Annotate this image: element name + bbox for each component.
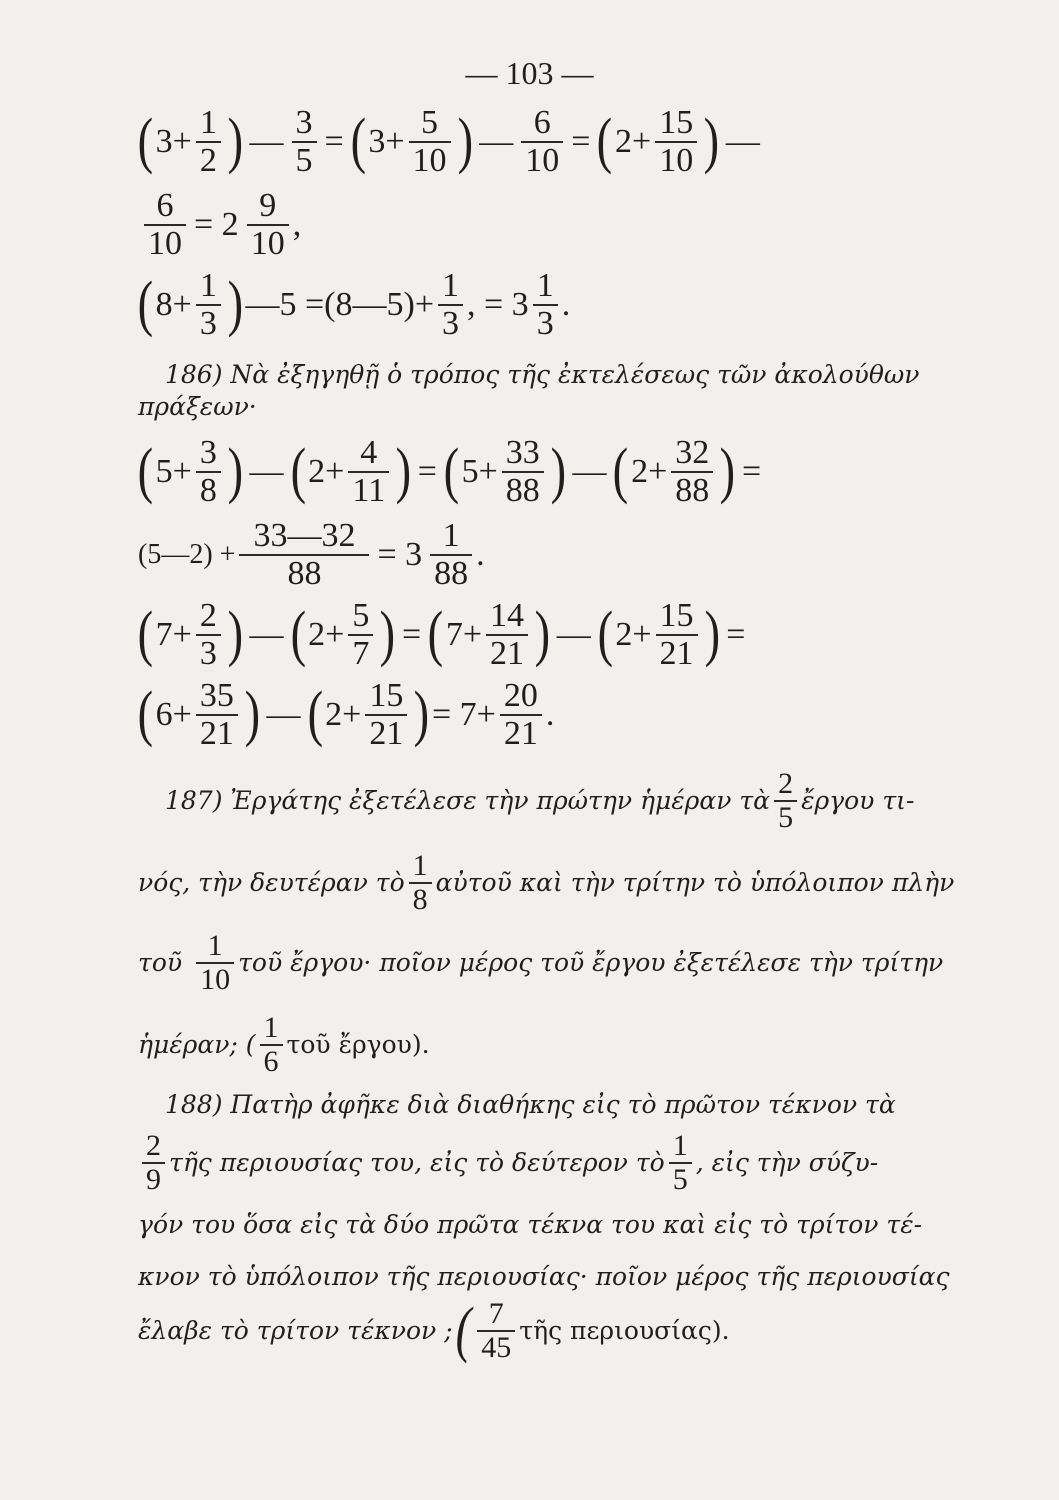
fraction xyxy=(196,435,221,508)
operator: — xyxy=(249,615,284,653)
fraction xyxy=(774,768,797,833)
paren-open: ( xyxy=(307,679,323,748)
paren-open: ( xyxy=(427,599,444,668)
term: 3+ xyxy=(368,122,405,160)
operator: = xyxy=(571,122,591,160)
text-run: 187) Ἐργάτης ἐξετέλεσε τὴν πρώτην ἡμέραν τὰ xyxy=(165,786,771,815)
term: 2+ xyxy=(308,452,345,490)
paren-open: ( xyxy=(443,436,460,505)
paren-close: ) xyxy=(227,599,243,668)
denominator: 10 xyxy=(148,224,182,262)
denominator: 88 xyxy=(505,471,540,509)
paren-close: ) xyxy=(379,599,396,668)
paren-open: ( xyxy=(290,599,306,668)
operator: — xyxy=(556,615,591,653)
operator: = 2 xyxy=(194,205,239,243)
text-run: αὐτοῦ καὶ τὴν τρίτην τὸ ὑπόλοιπον πλὴν xyxy=(435,868,955,897)
numerator: 1 xyxy=(199,104,217,141)
numerator: 6 xyxy=(156,187,174,224)
denominator: 10 xyxy=(200,962,231,996)
fraction xyxy=(409,850,432,915)
fraction xyxy=(502,435,544,508)
operator: — xyxy=(725,122,760,160)
operator: = xyxy=(324,122,344,160)
period: . xyxy=(476,535,485,573)
fraction xyxy=(348,435,389,508)
numerator: 7 xyxy=(488,1297,504,1330)
paren-open: ( xyxy=(290,436,306,505)
term: 2+ xyxy=(308,615,345,653)
denominator: 3 xyxy=(442,304,459,342)
operator: — xyxy=(266,695,301,733)
denominator: 88 xyxy=(434,554,469,592)
numerator: 4 xyxy=(360,434,378,471)
numerator: 6 xyxy=(533,104,551,141)
problem-188-line-4: κνον τὸ ὑπόλοιπον τῆς περιουσίας· ποῖον μέρος τῆς περιουσίας xyxy=(138,1262,950,1291)
fraction xyxy=(196,268,221,341)
equation-line-6 xyxy=(135,598,955,671)
problem-188-line-3: γόν του ὅσα εἰς τὰ δύο πρῶτα τέκνα του καὶ εἰς τὸ τρίτον τέ- xyxy=(138,1210,923,1239)
denominator: 8 xyxy=(412,882,428,916)
denominator: 21 xyxy=(490,634,525,672)
text-run: ἔργου τι- xyxy=(801,786,915,815)
equation-line-2 xyxy=(140,188,540,261)
denominator: 3 xyxy=(536,304,554,342)
numerator: 35 xyxy=(199,677,234,714)
operator: = xyxy=(726,615,746,653)
numerator: 32 xyxy=(675,434,710,471)
numerator: 1 xyxy=(412,849,428,882)
period: . xyxy=(561,285,571,323)
text-run: ἔλαβε τὸ τρίτον τέκνον ; xyxy=(138,1316,453,1345)
numerator: 1 xyxy=(263,1011,279,1044)
numerator: 2 xyxy=(778,767,794,800)
fraction xyxy=(196,598,221,671)
fraction xyxy=(669,1130,692,1195)
operator: = xyxy=(402,615,422,653)
paren-open: ( xyxy=(613,436,629,505)
paren-close: ) xyxy=(395,436,412,505)
denominator: 11 xyxy=(352,471,386,509)
paren-close: ) xyxy=(227,269,243,338)
numerator: 3 xyxy=(295,104,313,141)
denominator: 6 xyxy=(263,1044,279,1078)
equation-line-5 xyxy=(138,518,638,591)
denominator: 21 xyxy=(659,634,694,672)
term: 2+ xyxy=(615,615,652,653)
text-run: τοῦ xyxy=(138,948,183,977)
denominator: 21 xyxy=(369,714,404,752)
problem-187-line-1 xyxy=(165,768,1025,833)
term: 7+ xyxy=(155,615,192,653)
paren-close: ) xyxy=(703,106,720,175)
fraction xyxy=(196,105,221,178)
fraction xyxy=(348,598,373,671)
fraction xyxy=(656,598,698,671)
operator: — xyxy=(249,122,284,160)
term: 2+ xyxy=(325,695,362,733)
paren-open: ( xyxy=(137,679,154,748)
text-run: ἡμέραν; ( xyxy=(138,1030,256,1059)
numerator: 1 xyxy=(442,267,459,304)
text-run: τῆς περιουσίας του, εἰς τὸ δεύτερον τὸ xyxy=(169,1148,665,1177)
problem-186-line-1: 186) Νὰ ἐξηγηθῇ ὁ τρόπος τῆς ἐκτελέσεως τῶν ἀκολούθων xyxy=(165,360,920,389)
numerator: 2 xyxy=(199,597,217,634)
term: 7+ xyxy=(445,615,483,653)
text-run: τοῦ ἔργου). xyxy=(286,1030,430,1059)
fraction xyxy=(500,678,542,751)
numerator: 5 xyxy=(352,597,370,634)
denominator: 10 xyxy=(412,141,447,179)
paren-open: ( xyxy=(350,106,366,175)
numerator: 15 xyxy=(659,597,694,634)
operator: — xyxy=(572,452,607,490)
paren-close: ) xyxy=(244,679,260,748)
denominator: 3 xyxy=(199,634,217,672)
paren-open: ( xyxy=(137,436,154,505)
text-run: τῆς περιουσίας). xyxy=(519,1316,730,1345)
term: 3+ xyxy=(155,122,192,160)
term: (5—2) + xyxy=(138,538,236,570)
numerator: 3 xyxy=(199,434,217,471)
paren-open: ( xyxy=(597,599,613,668)
problem-187-line-4 xyxy=(138,1012,738,1077)
paren-close: ) xyxy=(719,436,736,505)
term: 5+ xyxy=(155,452,192,490)
paren-close: ) xyxy=(704,599,720,668)
equation-line-4 xyxy=(135,435,955,508)
fraction xyxy=(486,598,528,671)
fraction xyxy=(144,188,186,261)
term: = 7+ xyxy=(432,695,496,733)
problem-188-line-2 xyxy=(138,1130,1028,1195)
problem-186-line-2: πράξεων· xyxy=(138,392,257,421)
fraction xyxy=(655,105,697,178)
numerator: 5 xyxy=(421,104,439,141)
denominator: 8 xyxy=(199,471,217,509)
denominator: 10 xyxy=(250,224,285,262)
paren-close: ) xyxy=(550,436,566,505)
term: 5+ xyxy=(461,452,498,490)
denominator: 21 xyxy=(199,714,234,752)
fraction xyxy=(533,268,558,341)
operator: = xyxy=(417,452,437,490)
fraction xyxy=(365,678,407,751)
denominator: 2 xyxy=(199,141,217,179)
fraction xyxy=(409,105,451,178)
text-run: , εἰς τὴν σύζυ- xyxy=(695,1148,879,1177)
fraction xyxy=(142,1130,165,1195)
numerator: 15 xyxy=(369,677,404,714)
fraction xyxy=(521,105,563,178)
numerator: 15 xyxy=(659,104,694,141)
paren-open: ( xyxy=(137,599,154,668)
fraction xyxy=(260,1012,283,1077)
denominator: 21 xyxy=(503,714,538,752)
term: , = 3 xyxy=(467,285,529,323)
term: 2+ xyxy=(631,452,668,490)
numerator: 33 xyxy=(505,434,540,471)
fraction xyxy=(196,678,238,751)
period: . xyxy=(545,695,555,733)
operator: = 3 xyxy=(377,535,423,573)
numerator: 1 xyxy=(207,929,223,962)
problem-187-line-3 xyxy=(138,930,1018,995)
denominator: 5 xyxy=(672,1162,688,1196)
equation-line-7 xyxy=(135,678,735,751)
numerator: 14 xyxy=(490,597,525,634)
equation-line-3 xyxy=(135,268,835,341)
denominator: 7 xyxy=(352,634,370,672)
fraction xyxy=(430,518,472,591)
fraction xyxy=(671,435,713,508)
denominator: 5 xyxy=(295,141,313,179)
paren-close: ) xyxy=(534,599,551,668)
denominator: 5 xyxy=(778,800,794,834)
fraction xyxy=(292,105,317,178)
numerator: 2 xyxy=(146,1129,161,1162)
equation-line-1 xyxy=(135,105,935,178)
denominator: 88 xyxy=(287,554,322,592)
denominator: 9 xyxy=(146,1162,161,1196)
operator: = xyxy=(741,452,762,490)
numerator: 1 xyxy=(442,517,460,554)
paren-close: ) xyxy=(227,436,243,505)
paren-open: ( xyxy=(596,106,613,175)
fraction xyxy=(239,518,369,591)
term: —5 =(8—5)+ xyxy=(245,285,434,323)
paren-open: ( xyxy=(137,106,154,175)
operator: — xyxy=(249,452,284,490)
numerator: 20 xyxy=(503,677,538,714)
numerator: 1 xyxy=(536,267,554,304)
denominator: 88 xyxy=(675,471,710,509)
numerator: 1 xyxy=(199,267,217,304)
comma: , xyxy=(292,205,302,243)
paren-open: ( xyxy=(455,1295,471,1364)
numerator: 9 xyxy=(259,187,277,224)
denominator: 45 xyxy=(481,1330,512,1364)
fraction xyxy=(247,188,289,261)
operator: — xyxy=(479,122,514,160)
paren-close: ) xyxy=(457,106,473,175)
denominator: 10 xyxy=(659,141,694,179)
text-run: νός, τὴν δευτέραν τὸ xyxy=(138,868,405,897)
fraction xyxy=(196,930,234,995)
fraction xyxy=(477,1298,515,1363)
paren-close: ) xyxy=(227,106,243,175)
problem-187-line-2 xyxy=(138,850,1018,915)
term: 8+ xyxy=(155,285,192,323)
page-number: — 103 — xyxy=(465,55,594,91)
text-run: τοῦ ἔργου· ποῖον μέρος τοῦ ἔργου ἐξετέλεσε τὴν τρίτην xyxy=(238,948,944,977)
problem-188-line-5 xyxy=(138,1295,938,1364)
term: 2+ xyxy=(615,122,652,160)
numerator: 33—32 xyxy=(253,517,356,554)
denominator: 10 xyxy=(525,141,560,179)
numerator: 1 xyxy=(672,1129,688,1162)
paren-open: ( xyxy=(137,269,154,338)
denominator: 3 xyxy=(199,304,217,342)
fraction xyxy=(438,268,463,341)
problem-188-line-1: 188) Πατὴρ ἀφῆκε διὰ διαθήκης εἰς τὸ πρῶτον τέκνον τὰ xyxy=(165,1090,896,1119)
term: 6+ xyxy=(155,695,192,733)
paren-close: ) xyxy=(413,679,430,748)
